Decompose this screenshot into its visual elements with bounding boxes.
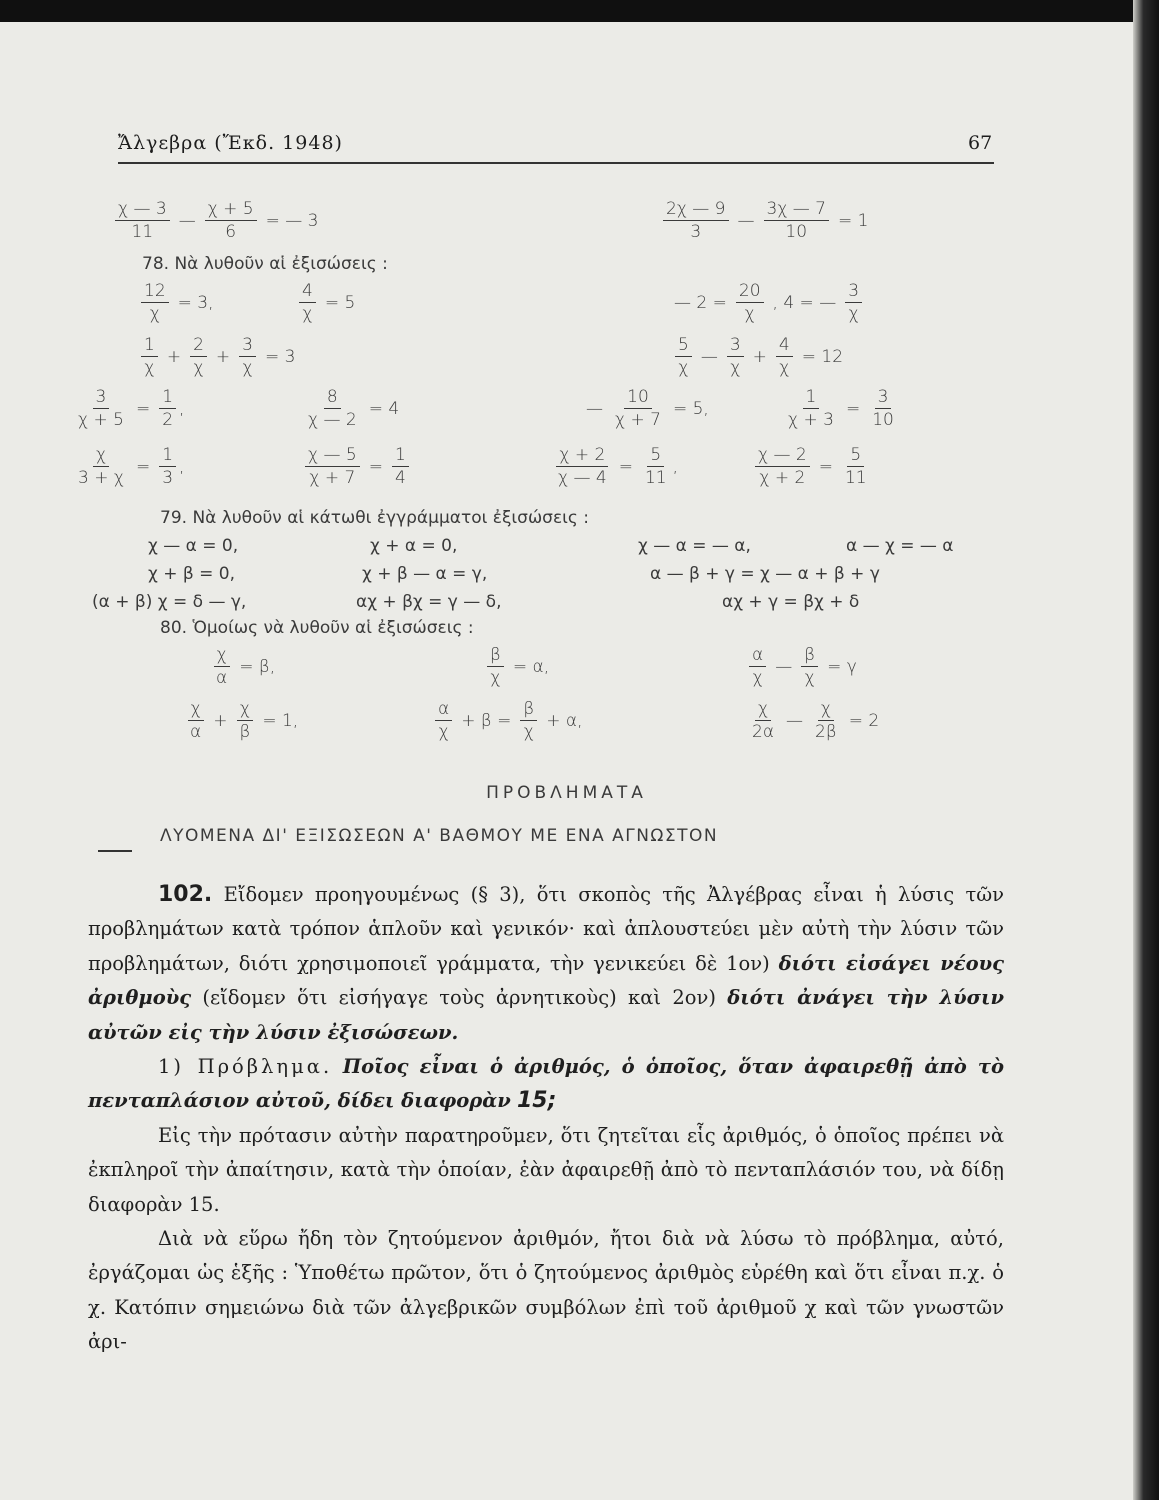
equation: χ + β = 0, [148,564,235,584]
equation: — $\frac{10}{\chi + 7}$ = 5, [586,387,709,430]
equation: $\frac{\chi}{2\alpha}$ — $\frac{\chi}{2\beta}$ = 2 [752,699,880,742]
equation: αχ + γ = βχ + δ [722,592,860,612]
equation: $\frac{1}{\chi}$ + $\frac{2}{\chi}$ + $\frac{3}{\chi}$ = 3 [138,334,301,379]
equation: $\frac{4}{\chi}$ = 5 [296,280,361,325]
equation: $\frac{\chi}{\alpha}$ = β, [210,644,281,689]
equation: χ + β — α = γ, [362,564,488,584]
running-header: Ἄλγεβρα (Ἔκδ. 1948) [118,132,343,154]
equation: $\frac{\chi — 5}{\chi + 7}$ = $\frac{1}{4}$ [302,444,412,489]
equation: α — β + γ = χ — α + β + γ [650,564,880,584]
equation: $\frac{\alpha}{\chi}$ + β = $\frac{\beta}{\chi}$ + α, [432,698,589,743]
section-dash [98,850,132,852]
exercise-78-label: 78. Νὰ λυθοῦν αἱ ἐξισώσεις : [142,254,388,274]
page-number: 67 [968,132,993,154]
equation: αχ + βχ = γ — δ, [356,592,502,612]
paragraph-102: 102. Εἴδομεν προηγουμένως (§ 3), ὅτι σκοπὸς τῆς Ἀλγέβρας εἶναι ἡ λύσις τῶν προβλημάτων κατὰ τρόπον ἁπλοῦν καὶ γενικόν· καὶ ἁπλουστεύει μὲν αὐτὴ τὴν λύσιν τῶν προβλημάτων, διότι χρησιμοποιεῖ γράμματα, τὴν γενικεύει δὲ 1ον) διότι εἰσάγει νέους ἀριθμοὺς (εἴδομεν ὅτι εἰσήγαγε τοὺς ἀρνητικοὺς) καὶ 2ον) διότι ἀνάγει τὴν λύσιν αὐτῶν εἰς τὴν λύσιν ἐξισώσεων. [88,882,1005,1044]
equation: $\frac{5}{\chi}$ — $\frac{3}{\chi}$ + $\frac{4}{\chi}$ = 12 [672,334,849,379]
paragraph-number: 102. [158,882,213,907]
exercise-79-label: 79. Νὰ λυθοῦν αἱ κάτωθι ἐγγράμματοι ἐξισώσεις : [160,508,590,528]
section-title: ΠΡΟΒΛΗΜΑΤΑ [486,783,647,803]
equation: $\frac{\chi}{3 + \chi}$ = $\frac{1}{3}$ , [78,445,185,488]
section-subtitle: ΛΥΟΜΕΝΑ ΔΙ' ΕΞΙΣΩΣΕΩΝ Α' ΒΑΘΜΟΥ ΜΕ ΕΝΑ ΑΓΝΩΣΤΟΝ [160,826,719,846]
equation: χ + α = 0, [370,536,458,556]
equation: $\frac{\chi — 3}{11}$ — $\frac{\chi + 5}{6}$ = — 3 [112,198,325,243]
equation: $\frac{\chi — 2}{\chi + 2}$ = $\frac{5}{11}$ [752,444,873,489]
equation: $\frac{12}{\chi}$ = 3, [138,280,220,325]
equation: $\frac{\chi}{\alpha}$ + $\frac{\chi}{\beta}$ = 1, [184,698,304,743]
problem-statement: 1) Πρόβλημα. Ποῖος εἶναι ὁ ἀριθμός, ὁ ὁποῖος, ὅταν ἀφαιρεθῇ ἀπὸ τὸ πενταπλάσιον αὐτοῦ, δίδει διαφορὰν 15; [88,1055,1004,1114]
equation: $\frac{\beta}{\chi}$ = α, [484,644,555,689]
scan-top-border [0,0,1159,22]
equation: χ — α = — α, [638,536,751,556]
exercise-80-label: 80. Ὁμοίως νὰ λυθοῦν αἱ ἐξισώσεις : [160,618,474,638]
header-rule [118,162,994,164]
equation: $\frac{\alpha}{\chi}$ — $\frac{\beta}{\chi}$ = γ [746,644,863,689]
body-text [88,878,1004,1360]
equation: χ — α = 0, [148,536,239,556]
equation: α — χ = — α [846,536,954,556]
scan-right-border [1133,0,1159,1500]
equation: — 2 = $\frac{20}{\chi}$ , 4 = — $\frac{3}{\chi}$ [668,280,865,325]
paragraph: Εἰς τὴν πρότασιν αὐτὴν παρατηροῦμεν, ὅτι ζητεῖται εἷς ἀριθμός, ὁ ὁποῖος πρέπει νὰ ἐκπληροῖ τὴν ἀπαίτησιν, κατὰ τὴν ὁποίαν, ἐὰν ἀφαιρεθῇ ἀπὸ τὸ πενταπλάσιόν του, νὰ δίδῃ διαφορὰν 15. [88,1123,1004,1216]
equation: $\frac{8}{\chi — 2}$ = 4 [308,387,400,430]
equation: $\frac{\chi + 2}{\chi — 4}$ = $\frac{5}{11}$ , [558,445,678,488]
paragraph: Διὰ νὰ εὕρω ἤδη τὸν ζητούμενον ἀριθμόν, ἤτοι διὰ νὰ λύσω τὸ πρόβλημα, αὐτό, ἐργάζομαι ὡς ἑξῆς : Ὑποθέτω πρῶτον, ὅτι ὁ ζητούμενος ἀριθμὸς εὑρέθη καὶ ὅτι εἶναι π.χ. ὁ χ. Κατόπιν σημειώνω διὰ τῶν ἀλγεβρικῶν συμβόλων ἐπὶ τοῦ ἀριθμοῦ χ καὶ τῶν γνωστῶν ἀρι- [88,1227,1004,1354]
equation: $\frac{2\chi — 9}{3}$ — $\frac{3\chi — 7}{10}$ = 1 [660,198,874,243]
equation: $\frac{3}{\chi + 5}$ = $\frac{1}{2}$ , [78,387,185,430]
equation: $\frac{1}{\chi + 3}$ = $\frac{3}{10}$ [788,387,894,430]
equation: (α + β) χ = δ — γ, [92,592,247,612]
